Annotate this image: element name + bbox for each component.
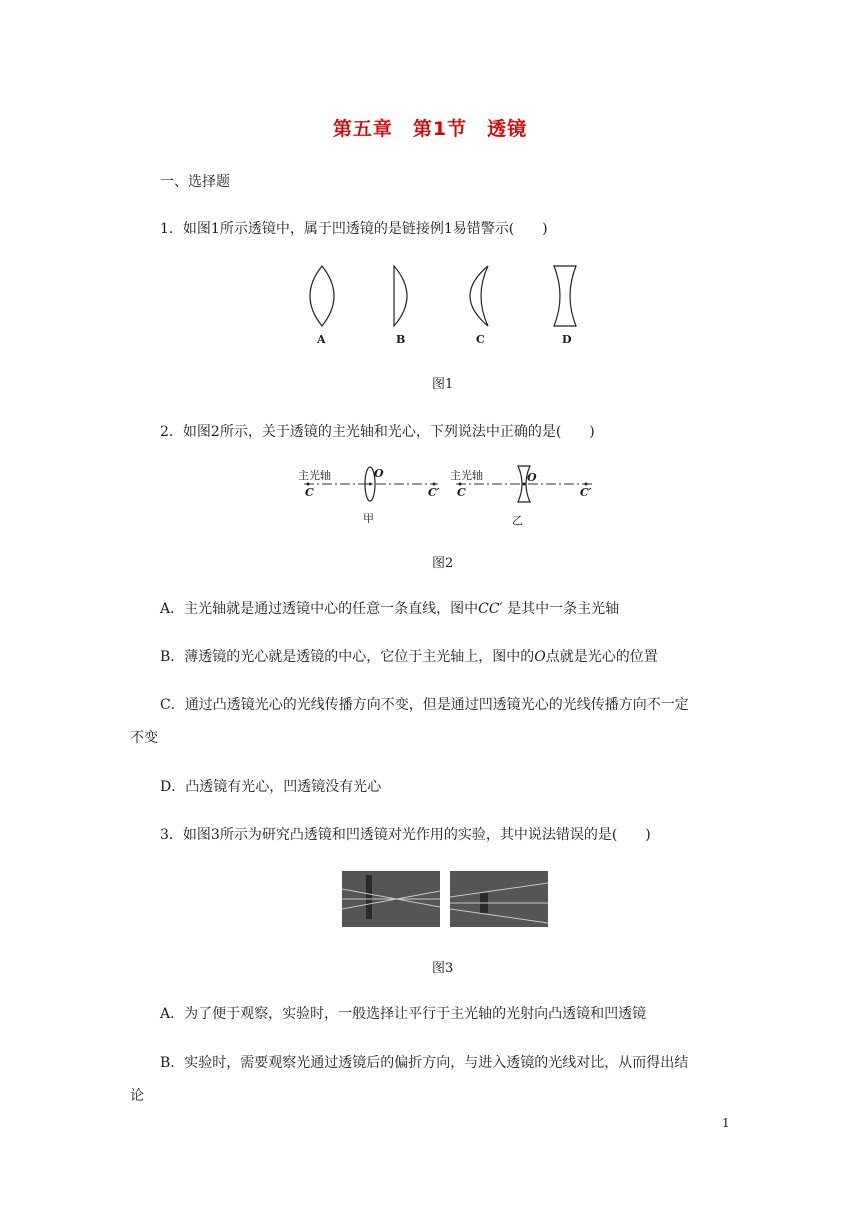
lens-a-biconvex-icon [310,266,334,326]
photo-concave-experiment [450,871,548,927]
choice-2d: D．凸透镜有光心，凹透镜没有光心 [160,779,382,795]
choice-3b-line1: B．实验时，需要观察光通过透镜后的偏折方向，与进入透镜的光线对比，从而得出结 [160,1055,689,1071]
option-a-label: A [317,333,326,346]
choice-2a-cc: CC′ [478,601,503,617]
option-c-label: C [476,333,485,346]
lens-d-biconcave-icon [554,266,576,326]
choice-2c-line1: C．通过凸透镜光心的光线传播方向不变，但是通过凹透镜光心的光线传播方向不一定 [160,697,689,713]
choice-3b-line2: 论 [130,1088,144,1104]
choice-2a-prefix: A．主光轴就是通过透镜中心的任意一条直线，图中 [160,601,479,617]
option-d-label: D [562,333,572,346]
figure-1-caption: 图1 [432,377,454,392]
figure-2-diagram [296,462,596,506]
section-heading: 一、选择题 [160,174,230,190]
label-yi: 乙 [512,514,523,527]
lens-b-plano-convex-icon [394,266,407,326]
point-o-yi: O [527,471,537,484]
figure-3-caption: 图3 [432,961,454,976]
choice-2a-suffix: 是其中一条主光轴 [507,601,620,617]
point-c-jia: C [305,486,314,499]
choice-3a: A．为了便于观察，实验时，一般选择让平行于主光轴的光射向凸透镜和凹透镜 [160,1006,647,1022]
point-c2-jia: C′ [428,486,440,499]
choice-2b-o: O [534,649,546,665]
page-title: 第五章 第1节 透镜 [332,118,528,140]
lens-c-meniscus-icon [470,266,488,326]
point-c-yi: C [457,486,466,499]
choice-2a [160,599,619,619]
choice-2c-line2: 不变 [130,730,158,746]
option-b-label: B [396,333,406,346]
question-3-text: 3．如图3所示为研究凸透镜和凹透镜对光作用的实验，其中说法错误的是( ) [160,827,651,843]
choice-2b-prefix: B．薄透镜的光心就是透镜的中心，它位于主光轴上，图中的 [160,649,535,665]
figure-1-lenses [290,262,590,330]
photo-convex-experiment [342,871,440,927]
axis-label-yi: 主光轴 [450,469,483,482]
question-1-text: 1．如图1所示透镜中，属于凹透镜的是链接例1易错警示( ) [160,221,548,237]
axis-label-jia: 主光轴 [298,469,331,482]
choice-2b [160,647,658,667]
label-jia: 甲 [363,512,374,525]
point-o-jia: O [374,467,384,480]
point-c2-yi: C′ [580,486,592,499]
question-2-text: 2．如图2所示，关于透镜的主光轴和光心，下列说法中正确的是( ) [160,424,595,440]
page-number: 1 [722,1116,730,1130]
choice-2b-suffix: 点就是光心的位置 [545,649,658,665]
figure-2-caption: 图2 [432,556,454,571]
